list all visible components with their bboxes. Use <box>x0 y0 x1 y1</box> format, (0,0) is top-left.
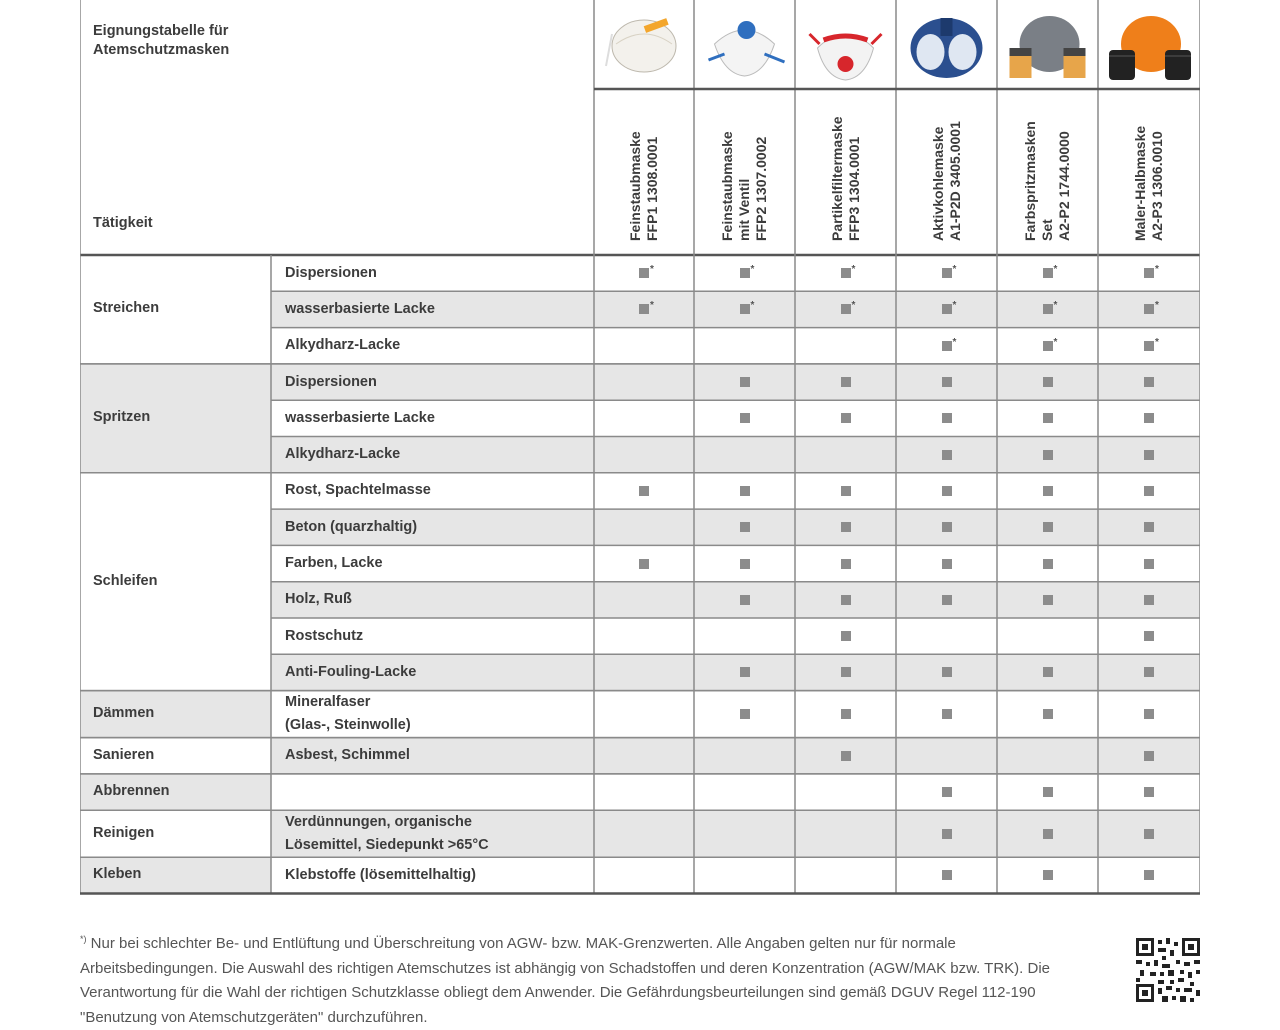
mask-header-line: A2-P3 1306.0010 <box>1149 131 1165 241</box>
suitability-mark <box>639 304 649 314</box>
activity-label <box>285 691 411 737</box>
mask-header-line: mit Ventil <box>736 178 752 241</box>
activity-label <box>285 443 400 466</box>
activity-header: Tätigkeit <box>93 215 153 231</box>
suitability-mark <box>1144 304 1154 314</box>
suitability-mark <box>1043 413 1053 423</box>
activity-line: Beton (quarzhaltig) <box>285 518 418 535</box>
paint-spray-mask-set-icon <box>997 4 1098 86</box>
activity-label <box>285 625 363 648</box>
mask-header-line: A1-P2D 3405.0001 <box>946 121 963 241</box>
suitability-table <box>80 0 1200 917</box>
suitability-mark <box>1043 377 1053 387</box>
suitability-mark <box>1144 450 1154 460</box>
suitability-mark <box>1144 709 1154 719</box>
footnote-star: * <box>750 300 755 312</box>
mask-header-line: Feinstaubmaske <box>627 131 643 241</box>
row-shade <box>271 582 1200 618</box>
suitability-mark <box>1144 667 1154 677</box>
footnote-star: * <box>952 264 957 276</box>
activity-line: Mineralfaser <box>285 694 371 711</box>
suitability-mark <box>1144 486 1154 496</box>
group-label: Schleifen <box>93 572 158 589</box>
suitability-mark <box>1043 787 1053 797</box>
footnote-star: * <box>851 264 856 276</box>
footnote-star: * <box>1053 300 1058 312</box>
suitability-mark <box>942 667 952 677</box>
mask-header-line: Farbspritzmasken <box>1022 121 1038 241</box>
suitability-mark <box>1144 595 1154 605</box>
activity-line: Dispersionen <box>285 264 377 281</box>
footnote-star: * <box>1155 336 1159 348</box>
suitability-mark <box>1144 751 1154 761</box>
suitability-mark <box>740 667 750 677</box>
suitability-mark <box>942 486 952 496</box>
particle-filter-mask-ffp3-icon <box>795 4 896 86</box>
row-shade <box>271 364 1200 400</box>
footnote-star: * <box>650 300 654 312</box>
suitability-mark <box>740 522 750 532</box>
dust-mask-valve-ffp2-icon <box>694 4 795 86</box>
suitability-mark <box>841 595 851 605</box>
suitability-mark <box>740 413 750 423</box>
activity-label <box>285 334 400 357</box>
suitability-mark <box>740 377 750 387</box>
suitability-mark <box>1144 413 1154 423</box>
suitability-mark <box>841 377 851 387</box>
suitability-mark <box>942 787 952 797</box>
mask-header-line: Feinstaubmaske <box>719 131 735 241</box>
activity-line: Asbest, Schimmel <box>285 747 410 764</box>
group-label: Spritzen <box>93 409 151 426</box>
mask-header-line: FFP2 1307.0002 <box>753 136 769 241</box>
suitability-mark <box>1043 304 1053 314</box>
suitability-mark <box>1043 268 1053 278</box>
activity-line: Verdünnungen, organische <box>285 813 472 830</box>
qr-code-icon <box>1136 938 1200 1002</box>
mask-header-6 <box>1098 90 1200 255</box>
suitability-mark <box>1043 486 1053 496</box>
activity-label <box>285 588 352 611</box>
suitability-mark <box>740 709 750 719</box>
suitability-mark <box>942 522 952 532</box>
activated-carbon-mask-icon <box>896 4 997 86</box>
suitability-mark <box>1144 787 1154 797</box>
activity-label <box>285 811 489 857</box>
footnote-star: * <box>1053 264 1058 276</box>
suitability-mark <box>942 268 952 278</box>
suitability-mark <box>740 486 750 496</box>
suitability-mark <box>942 709 952 719</box>
activity-line: Farben, Lacke <box>285 555 383 572</box>
activity-line: (Glas-, Steinwolle) <box>285 717 411 734</box>
suitability-mark <box>942 870 952 880</box>
suitability-mark <box>1043 829 1053 839</box>
suitability-mark <box>841 268 851 278</box>
suitability-mark <box>740 559 750 569</box>
suitability-mark <box>942 450 952 460</box>
suitability-mark <box>1144 377 1154 387</box>
group-label: Kleben <box>93 866 142 883</box>
suitability-mark <box>841 667 851 677</box>
footnote-star: * <box>650 264 654 276</box>
suitability-mark <box>1144 268 1154 278</box>
suitability-mark <box>942 595 952 605</box>
mask-header-4 <box>896 90 997 255</box>
suitability-mark <box>1043 870 1053 880</box>
group-label: Abbrennen <box>93 783 170 800</box>
suitability-mark <box>942 304 952 314</box>
suitability-mark <box>639 559 649 569</box>
activity-line: Dispersionen <box>285 373 377 390</box>
row-shade <box>271 738 1200 774</box>
suitability-mark <box>740 595 750 605</box>
suitability-mark <box>1043 522 1053 532</box>
activity-line: wasserbasierte Lacke <box>285 409 435 426</box>
suitability-mark <box>639 268 649 278</box>
footnote-star: * <box>1155 264 1159 276</box>
suitability-mark <box>841 413 851 423</box>
suitability-mark <box>1043 595 1053 605</box>
activity-line: wasserbasierte Lacke <box>285 300 435 317</box>
activity-line: Rostschutz <box>285 627 364 644</box>
activity-label <box>285 479 431 502</box>
suitability-mark <box>841 751 851 761</box>
mask-header-1 <box>594 90 694 255</box>
suitability-mark <box>942 377 952 387</box>
suitability-mark <box>942 829 952 839</box>
activity-label <box>285 744 410 767</box>
footnote-star: * <box>750 264 755 276</box>
activity-label <box>285 516 417 539</box>
dust-mask-ffp1-icon <box>594 4 694 86</box>
mask-header-2 <box>694 90 795 255</box>
suitability-mark <box>1043 341 1053 351</box>
suitability-mark <box>841 486 851 496</box>
suitability-mark <box>639 486 649 496</box>
table-title: Eignungstabelle für Atemschutzmasken <box>93 23 230 58</box>
activity-line: Alkydharz-Lacke <box>285 337 401 354</box>
footnote <box>80 927 1050 1030</box>
footnote-star: * <box>952 336 957 348</box>
activity-label <box>285 552 383 575</box>
suitability-mark <box>1144 341 1154 351</box>
suitability-mark <box>740 268 750 278</box>
activity-line: Lösemittel, Siedepunkt >65°C <box>285 836 489 853</box>
mask-header-line: FFP1 1308.0001 <box>644 136 660 241</box>
mask-header-line: Set <box>1039 219 1055 241</box>
group-label: Streichen <box>93 300 160 317</box>
suitability-mark <box>1043 709 1053 719</box>
activity-line: Rost, Spachtelmasse <box>285 482 431 499</box>
activity-label <box>285 262 377 285</box>
group-label: Dämmen <box>93 705 155 722</box>
activity-label <box>285 371 377 394</box>
activity-line: Anti-Fouling-Lacke <box>285 663 417 680</box>
mask-header-line: A2-P2 1744.0000 <box>1056 131 1072 241</box>
activity-line: Klebstoffe (lösemittelhaltig) <box>285 866 476 883</box>
suitability-mark <box>841 522 851 532</box>
suitability-mark <box>841 559 851 569</box>
suitability-mark <box>1144 522 1154 532</box>
row-shade <box>271 437 1200 473</box>
suitability-mark <box>740 304 750 314</box>
suitability-mark <box>942 413 952 423</box>
footnote-star: * <box>851 300 856 312</box>
suitability-mark <box>942 341 952 351</box>
activity-label <box>285 407 435 430</box>
group-label: Sanieren <box>93 746 155 763</box>
suitability-mark <box>841 304 851 314</box>
footnote-text: Nur bei schlechter Be- und Entlüftung und Überschreitung von AGW- bzw. MAK-Grenzwerten. Alle Angaben gelten nur für normale Arbeitsbedingungen. Die Auswahl des richtigen Atemschutzes ist abhängig von Schadstoffen und deren Konzentration (AGW/MAK bzw. TRK). Die Verantwortung für die Wahl der richtigen Schutzklasse obliegt dem Anwender. Die Gefährdungsbeurteilungen sind gemäß DGUV Regel 112-190 "Benutzung von Atemschutzgeräten" durchzuführen. <box>80 935 1050 1026</box>
footnote-star: * <box>1155 300 1159 312</box>
suitability-mark <box>1043 667 1053 677</box>
painter-half-mask-icon <box>1098 4 1200 86</box>
mask-header-line: Maler-Halbmaske <box>1132 125 1148 241</box>
activity-line: Holz, Ruß <box>285 591 352 608</box>
suitability-mark <box>1043 559 1053 569</box>
mask-header-line: FFP3 1304.0001 <box>845 136 862 241</box>
activity-line: Alkydharz-Lacke <box>285 446 401 463</box>
activity-label <box>285 864 476 887</box>
suitability-mark <box>841 631 851 641</box>
suitability-mark <box>1144 559 1154 569</box>
suitability-mark <box>1144 870 1154 880</box>
suitability-mark <box>942 559 952 569</box>
mask-header-3 <box>795 90 896 255</box>
mask-header-line: Partikelfiltermaske <box>828 116 845 241</box>
group-label: Reinigen <box>93 824 155 841</box>
suitability-mark <box>1144 631 1154 641</box>
suitability-mark <box>841 709 851 719</box>
footnote-marker: *) <box>80 934 87 944</box>
footnote-star: * <box>1053 336 1058 348</box>
suitability-mark <box>1144 829 1154 839</box>
footnote-star: * <box>952 300 957 312</box>
mask-header-line: Aktivkohlemaske <box>929 126 946 241</box>
mask-header-5 <box>997 90 1098 255</box>
activity-label <box>285 298 435 321</box>
activity-label <box>285 661 416 684</box>
suitability-mark <box>1043 450 1053 460</box>
